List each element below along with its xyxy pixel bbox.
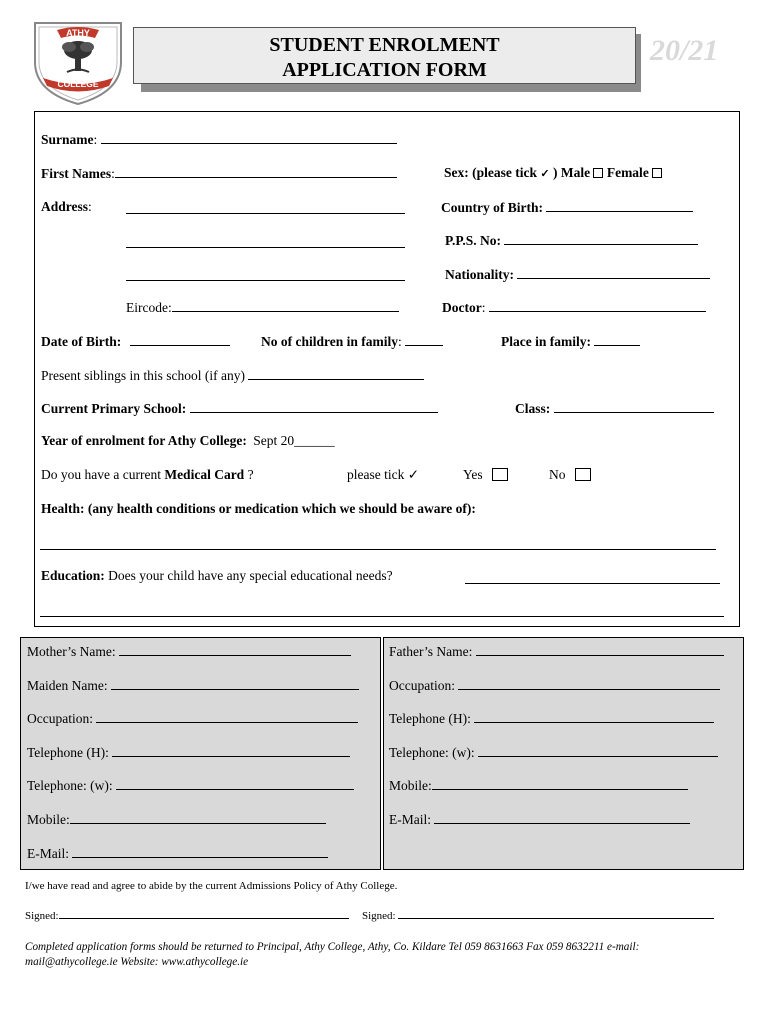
mother-occupation-field[interactable] — [96, 710, 358, 723]
sex-close-paren: ) — [552, 165, 558, 180]
education-question: Does your child have any special educational needs? — [104, 568, 393, 583]
signature-row-2 — [362, 908, 714, 922]
male-checkbox[interactable] — [593, 168, 603, 178]
place-in-family-label: Place in family: — [501, 334, 591, 349]
first-names-field[interactable] — [115, 165, 397, 178]
address-line-1[interactable] — [126, 201, 405, 218]
father-mobile-field[interactable] — [432, 777, 688, 790]
signature-field-2[interactable] — [398, 908, 714, 919]
doctor-colon: : — [481, 300, 486, 315]
mother-name-label: Mother’s Name: — [27, 644, 116, 659]
mother-email-label: E-Mail: — [27, 846, 69, 861]
eircode-field[interactable] — [172, 299, 399, 312]
primary-school-field[interactable] — [190, 400, 438, 413]
sept-field[interactable]: ______ — [294, 433, 335, 448]
education-field-2[interactable] — [40, 604, 724, 621]
signature-field-1[interactable] — [59, 908, 349, 919]
male-label: Male — [560, 165, 591, 180]
pps-row — [445, 232, 698, 249]
country-of-birth-label: Country of Birth: — [441, 200, 543, 215]
yes-label: Yes — [463, 467, 483, 482]
class-label: Class: — [515, 401, 551, 416]
eircode-label: Eircode: — [126, 300, 172, 315]
father-tel-w-label: Telephone: (w): — [389, 745, 475, 760]
mother-tel-h-row — [27, 744, 350, 761]
education-field-1[interactable] — [465, 571, 720, 588]
father-mobile-row — [389, 777, 688, 794]
pps-field[interactable] — [504, 232, 698, 245]
education-row — [41, 568, 393, 584]
tick-mark-icon: ✓ — [407, 467, 420, 482]
dob-label: Date of Birth: — [41, 334, 122, 349]
place-in-family-field[interactable] — [594, 333, 640, 346]
logo-text-bottom: COLLEGE — [57, 79, 99, 89]
education-label: Education: — [41, 568, 105, 583]
sept-label: Sept 20 — [253, 433, 295, 448]
class-row — [515, 400, 714, 417]
father-tel-h-label: Telephone (H): — [389, 711, 471, 726]
address-row — [41, 199, 92, 215]
father-tel-h-field[interactable] — [474, 710, 714, 723]
children-colon: : — [398, 334, 402, 349]
father-tel-w-field[interactable] — [478, 744, 718, 757]
medical-card-row — [41, 467, 254, 483]
sex-row — [444, 165, 662, 181]
enrolment-year-label: Year of enrolment for Athy College: — [41, 433, 247, 448]
address-colon: : — [88, 199, 92, 214]
form-title-line1: STUDENT ENROLMENT — [269, 34, 500, 56]
father-email-field[interactable] — [434, 811, 690, 824]
please-tick-label: please tick — [347, 467, 405, 482]
siblings-field[interactable] — [248, 367, 424, 380]
medical-tick-row — [347, 467, 419, 483]
mother-name-row — [27, 643, 351, 660]
surname-field[interactable] — [101, 131, 397, 144]
address-line-2[interactable] — [126, 235, 405, 252]
father-occupation-label: Occupation: — [389, 678, 455, 693]
surname-row — [41, 131, 397, 148]
mother-tel-h-label: Telephone (H): — [27, 745, 109, 760]
mother-occupation-row — [27, 710, 358, 727]
health-label: Health: (any health conditions or medication which we should be aware of): — [41, 501, 476, 516]
signed-label-2: Signed: — [362, 910, 396, 922]
sex-label: Sex: (please tick — [444, 165, 537, 180]
enrolment-year-row — [41, 433, 335, 449]
tick-icon: ✓ — [540, 168, 550, 180]
siblings-row — [41, 367, 424, 384]
mother-mobile-label: Mobile: — [27, 812, 70, 827]
no-option — [549, 467, 591, 483]
mother-tel-w-label: Telephone: (w): — [27, 778, 113, 793]
return-instructions-line2: mail@athycollege.ie Website: www.athycollege.ie — [25, 956, 249, 968]
primary-school-label: Current Primary School: — [41, 401, 187, 416]
admissions-agreement: I/we have read and agree to abide by the current Admissions Policy of Athy College. — [25, 880, 398, 892]
address-label: Address — [41, 199, 89, 214]
father-tel-h-row — [389, 710, 714, 727]
class-field[interactable] — [554, 400, 714, 413]
nationality-field[interactable] — [517, 266, 710, 279]
pps-label: P.P.S. No: — [445, 233, 502, 248]
signed-label-1: Signed: — [25, 910, 59, 922]
first-names-row — [41, 165, 397, 182]
father-name-field[interactable] — [476, 643, 724, 656]
first-names-label: First Names — [41, 166, 112, 181]
female-checkbox[interactable] — [652, 168, 662, 178]
father-name-row — [389, 643, 724, 660]
dob-row — [41, 333, 230, 350]
form-title-line2: APPLICATION FORM — [282, 59, 487, 81]
doctor-row — [442, 299, 706, 316]
siblings-label: Present siblings in this school (if any) — [41, 368, 245, 383]
mother-tel-h-field[interactable] — [112, 744, 350, 757]
address-line-3[interactable] — [126, 268, 405, 285]
mother-name-field[interactable] — [119, 643, 351, 656]
father-tel-w-row — [389, 744, 718, 761]
mother-email-field[interactable] — [72, 845, 328, 858]
mother-mobile-field[interactable] — [70, 811, 326, 824]
maiden-name-field[interactable] — [111, 677, 359, 690]
no-label: No — [549, 467, 566, 482]
no-checkbox[interactable] — [575, 468, 591, 481]
medical-card-label: Medical Card — [164, 467, 245, 482]
health-field[interactable] — [40, 537, 716, 554]
mother-occupation-label: Occupation: — [27, 711, 93, 726]
father-occupation-field[interactable] — [458, 677, 720, 690]
doctor-label: Doctor — [442, 300, 482, 315]
mother-mobile-row — [27, 811, 326, 828]
logo-text-top: ATHY — [66, 28, 90, 38]
mother-tel-w-field[interactable] — [116, 777, 354, 790]
surname-colon: : — [93, 132, 98, 147]
children-row — [261, 333, 443, 350]
maiden-name-row — [27, 677, 359, 694]
father-name-label: Father’s Name: — [389, 644, 473, 659]
doctor-field[interactable] — [489, 299, 706, 312]
dob-field[interactable] — [130, 333, 230, 346]
first-names-colon: : — [111, 166, 115, 181]
country-of-birth-row — [441, 199, 693, 216]
mother-tel-w-row — [27, 777, 354, 794]
father-occupation-row — [389, 677, 720, 694]
father-email-label: E-Mail: — [389, 812, 431, 827]
nationality-label: Nationality: — [445, 267, 514, 282]
country-of-birth-field[interactable] — [546, 199, 693, 212]
athy-college-logo — [29, 20, 127, 106]
maiden-name-label: Maiden Name: — [27, 678, 108, 693]
mother-email-row — [27, 845, 328, 862]
children-field[interactable] — [405, 333, 443, 346]
yes-option — [463, 467, 508, 483]
father-mobile-label: Mobile: — [389, 778, 432, 793]
female-label: Female — [606, 165, 649, 180]
yes-checkbox[interactable] — [492, 468, 508, 481]
return-instructions-line1: Completed application forms should be returned to Principal, Athy College, Athy, Co. Kildare Tel 059 8631663 Fax 059 8632211 e-mail: — [25, 941, 640, 953]
medical-card-question: ? — [244, 467, 254, 482]
nationality-row — [445, 266, 710, 283]
father-email-row — [389, 811, 690, 828]
academic-year: 20/21 — [650, 34, 719, 67]
eircode-row — [126, 299, 399, 316]
place-in-family-row — [501, 333, 640, 350]
medical-card-prefix: Do you have a current — [41, 467, 165, 482]
children-label: No of children in family — [261, 334, 399, 349]
primary-school-row — [41, 400, 438, 417]
signature-row-1 — [25, 908, 349, 922]
surname-label: Surname — [41, 132, 94, 147]
